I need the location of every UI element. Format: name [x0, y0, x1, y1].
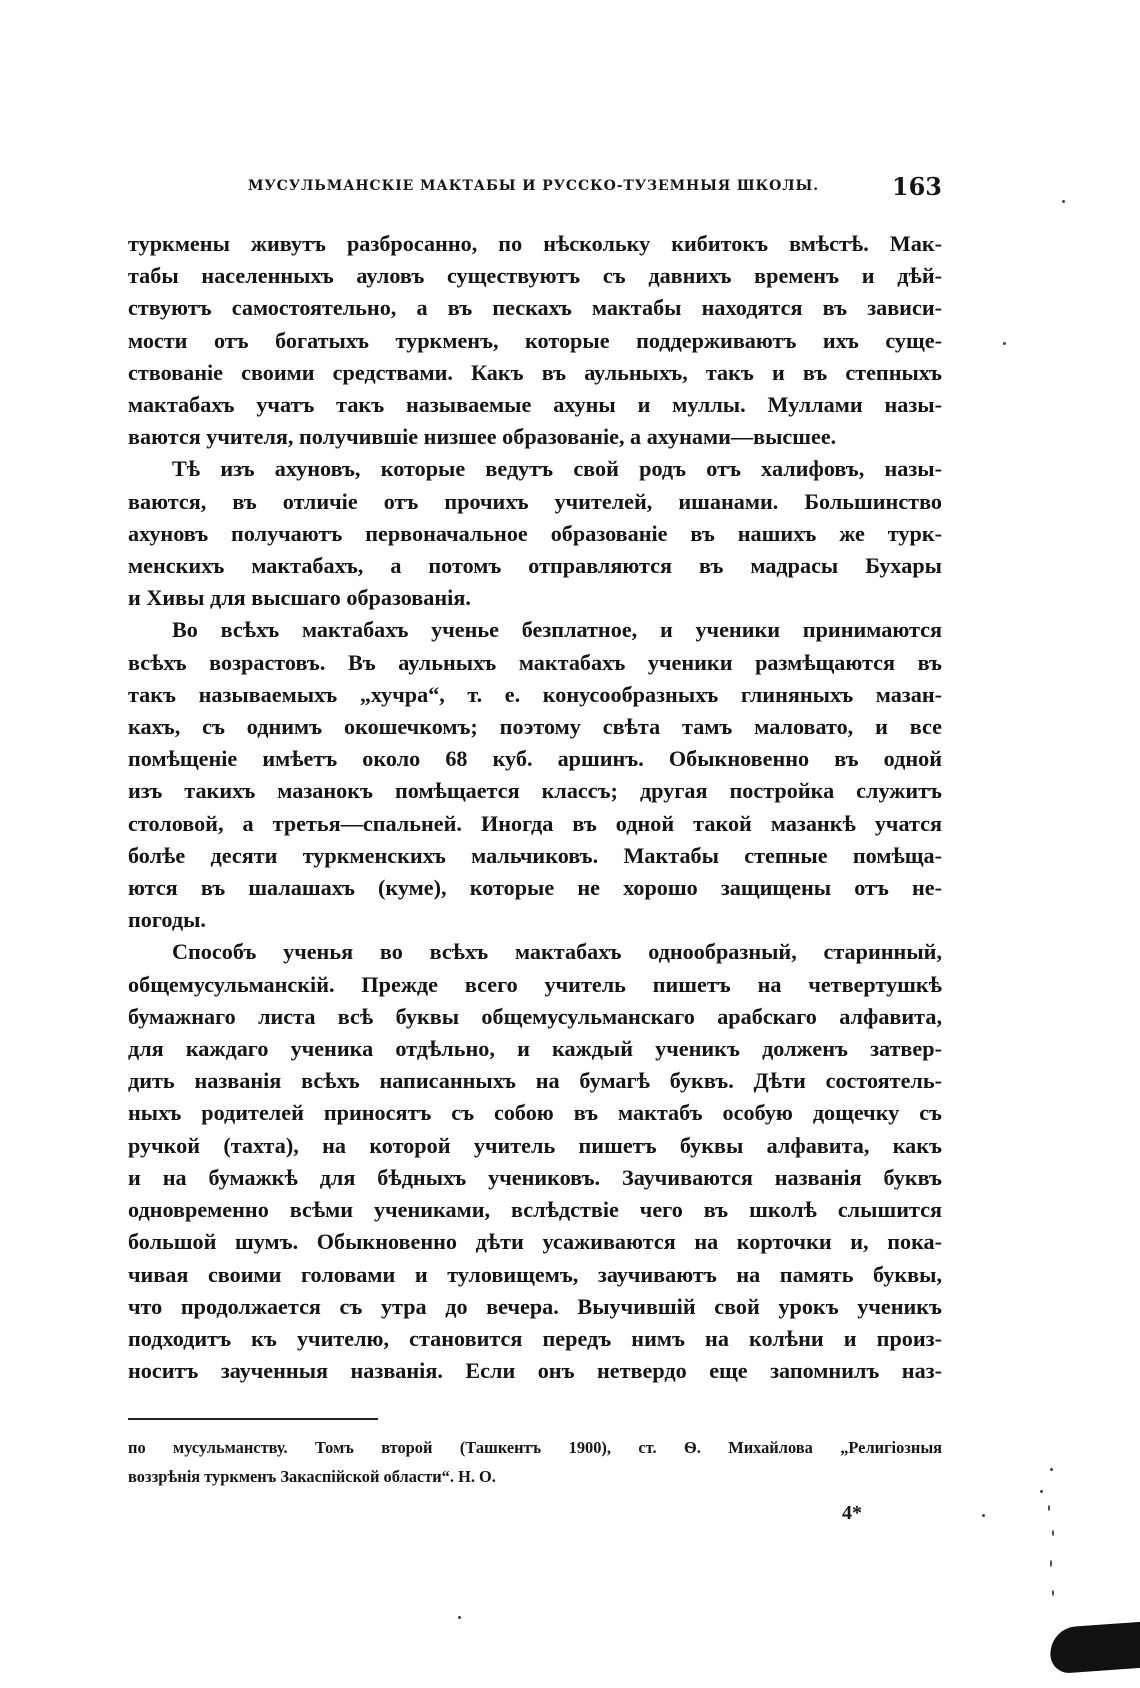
text-line: дить названія всѣхъ написанныхъ на бумагѣ буквъ. Дѣти состоятель- — [128, 1068, 942, 1094]
text-line: общемусульманскій. Прежде всего учитель пишетъ на четвертушкѣ — [128, 971, 942, 997]
footnote — [128, 1433, 942, 1491]
text-line: ваются учителя, получившіе низшее образованіе, а ахунами—высшее. — [128, 424, 837, 450]
text-line: ныхъ родителей приносятъ съ собою въ мактабъ особую дощечку съ — [128, 1100, 942, 1126]
footnote-line: по мусульманству. Томъ второй (Ташкентъ 1900), ст. Ѳ. Михайлова „Религіозныя — [128, 1438, 942, 1457]
footnote-line: воззрѣнія туркменъ Закаспійской области“. Н. О. — [128, 1467, 496, 1486]
text-line: Способъ ученья во всѣхъ мактабахъ однообразный, старинный, — [172, 939, 942, 965]
text-line: ваются, въ отличіе отъ прочихъ учителей, ишанами. Большинство — [128, 488, 942, 514]
scan-speck — [1050, 1468, 1053, 1471]
paragraph — [128, 614, 942, 936]
text-line: что продолжается съ утра до вечера. Выучившій свой урокъ ученикъ — [128, 1293, 942, 1319]
scan-speck — [1052, 1590, 1054, 1596]
text-line: такъ называемыхъ „хучра“, т. е. конусообразныхъ глиняныхъ мазан- — [128, 681, 942, 707]
text-line: чивая своими головами и туловищемъ, заучиваютъ на память буквы, — [128, 1261, 942, 1287]
text-line: кахъ, съ однимъ окошечкомъ; поэтому свѣта тамъ маловато, и все — [128, 714, 942, 740]
text-line: одновременно всѣми учениками, вслѣдствіе чего въ школѣ слышится — [128, 1197, 942, 1223]
paragraph — [128, 228, 942, 453]
running-head — [128, 172, 942, 202]
text-line: большой шумъ. Обыкновенно дѣти усаживаются на корточки и, пока- — [128, 1229, 942, 1255]
text-line: ются въ шалашахъ (куме), которые не хорошо защищены отъ не- — [128, 875, 942, 901]
text-line: и на бумажкѣ для бѣдныхъ учениковъ. Заучиваются названія буквъ — [128, 1164, 942, 1190]
paragraph — [128, 453, 942, 614]
text-line: ствованіе своими средствами. Какъ въ аульныхъ, такъ и въ степныхъ — [128, 359, 942, 385]
text-line: мактабахъ учатъ такъ называемые ахуны и муллы. Муллами назы- — [128, 392, 942, 418]
running-title: МУСУЛЬМАНСКІЕ МАКТАБЫ И РУССКО-ТУЗЕМНЫЯ ШКОЛЫ. — [248, 178, 820, 194]
text-line: помѣщеніе имѣетъ около 68 куб. аршинъ. Обыкновенно въ одной — [128, 746, 942, 772]
text-line: менскихъ мактабахъ, а потомъ отправляются въ мадрасы Бухары — [128, 553, 942, 579]
text-line: ствуютъ самостоятельно, а въ пескахъ мактабы находятся въ зависи- — [128, 295, 942, 321]
scan-speck — [458, 1616, 461, 1619]
text-line: Тѣ изъ ахуновъ, которые ведутъ свой родъ отъ халифовъ, назы- — [172, 456, 942, 482]
text-line: погоды. — [128, 907, 206, 933]
text-line: бумажнаго листа всѣ буквы общемусульманскаго арабскаго алфавита, — [128, 1003, 942, 1029]
scan-speck — [1062, 200, 1065, 203]
scan-speck — [1048, 1505, 1050, 1511]
scan-edge-blot — [1049, 1620, 1140, 1674]
text-line: Во всѣхъ мактабахъ ученье безплатное, и ученики принимаются — [172, 617, 942, 643]
text-line: мости отъ богатыхъ туркменъ, которые поддерживаютъ ихъ суще- — [128, 327, 942, 353]
body-text — [128, 228, 942, 1387]
text-line: столовой, а третья—спальней. Иногда въ одной такой мазанкѣ учатся — [128, 810, 942, 836]
text-line: ахуновъ получаютъ первоначальное образованіе въ нашихъ же турк- — [128, 520, 942, 546]
paragraph — [128, 936, 942, 1387]
text-line: ручкой (тахта), на которой учитель пишетъ буквы алфавита, какъ — [128, 1132, 942, 1158]
page-number: 163 — [891, 172, 942, 201]
text-line: и Хивы для высшаго образованія. — [128, 585, 471, 611]
text-line: болѣе десяти туркменскихъ мальчиковъ. Мактабы степные помѣща- — [128, 842, 942, 868]
text-line: для каждаго ученика отдѣльно, и каждый ученикъ долженъ затвер- — [128, 1036, 942, 1062]
signature-mark: 4* — [842, 1502, 862, 1524]
text-line: табы населенныхъ ауловъ существуютъ съ давнихъ временъ и дѣй- — [128, 263, 942, 289]
scan-speck — [1003, 342, 1006, 345]
scan-speck — [1052, 1530, 1054, 1536]
scan-speck — [982, 1514, 985, 1517]
footnote-divider — [128, 1418, 378, 1420]
text-line: всѣхъ возрастовъ. Въ аульныхъ мактабахъ ученики размѣщаются въ — [128, 649, 942, 675]
text-line: подходитъ къ учителю, становится передъ нимъ на колѣни и произ- — [128, 1325, 942, 1351]
scan-speck — [1040, 1490, 1043, 1493]
scan-speck — [1050, 1560, 1052, 1567]
text-line: туркмены живутъ разбросанно, по нѣскольку кибитокъ вмѣстѣ. Мак- — [128, 231, 942, 256]
text-line: носитъ заученныя названія. Если онъ нетвердо еще запомнилъ наз- — [128, 1358, 942, 1384]
text-line: изъ такихъ мазанокъ помѣщается классъ; другая постройка служитъ — [128, 778, 942, 804]
